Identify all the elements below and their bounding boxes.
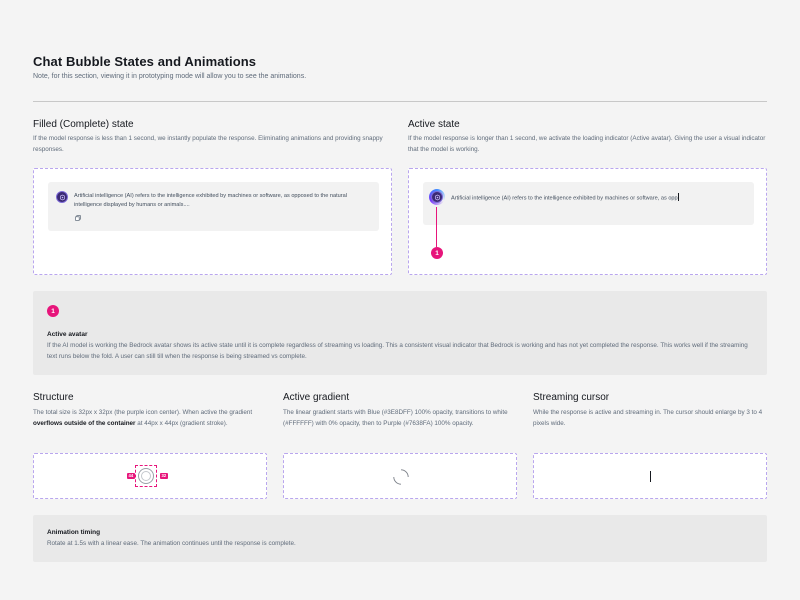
timing-text: Rotate at 1.5s with a linear ease. The animation continues until the response is complete. (47, 540, 296, 547)
chat-bubble-active (423, 182, 754, 225)
page-note: Note, for this section, viewing it in prototyping mode will allow you to see the animations. (33, 73, 307, 80)
annotation-pin: 1 (431, 247, 443, 259)
streaming-frame (533, 453, 767, 499)
page-title: Chat Bubble States and Animations (33, 54, 257, 69)
structure-title: Structure (33, 392, 74, 403)
active-state-frame (408, 168, 767, 275)
structure-frame (33, 453, 267, 499)
active-avatar-callout (33, 291, 767, 375)
callout-text: If the AI model is working the Bedrock avatar shows its active state until it is complete regardless of streaming vs loading. This a consistent visual indicator that Bedrock is working and has not yet completed the response. This works well if the streaming text runs below the fold. A user can still till when the response is being streamed vs complete. (47, 342, 748, 360)
animation-timing-panel (33, 515, 767, 562)
copy-icon[interactable] (75, 215, 81, 223)
chat-bubble-complete (48, 182, 379, 231)
streaming-cursor (650, 471, 651, 482)
structure-description: The total size is 32px x 32px (the purple icon center). When active the gradient overflows outside of the container at 44px x 44px (gradient stroke). (33, 409, 253, 427)
gradient-frame (283, 453, 517, 499)
callout-title: Active avatar (47, 331, 88, 338)
active-state-description: If the model response is longer than 1 second, we activate the loading indicator (Active avatar). Giving the user a visual indicator that the model is working. (408, 135, 766, 153)
streaming-description: While the response is active and streaming in. The cursor should enlarge by 3 to 4 pixels wide. (533, 409, 763, 427)
active-state-title: Active state (408, 119, 460, 130)
gradient-description: The linear gradient starts with Blue (#3E8DFF) 100% opacity, transitions to white (#FFFFFF) with 0% opacity, then to Purple (#7638FA) 100% opacity. (283, 409, 508, 427)
filled-state-title: Filled (Complete) state (33, 119, 134, 130)
size-tag-inner: 32 (161, 473, 167, 478)
streaming-cursor (678, 193, 679, 201)
filled-state-frame (33, 168, 392, 275)
gradient-title: Active gradient (283, 392, 350, 403)
gradient-spinner (392, 468, 410, 486)
bedrock-avatar-icon (431, 191, 443, 203)
annotation-pin: 1 (47, 305, 59, 317)
bubble-streaming-text: Artificial intelligence (AI) refers to the intelligence exhibited by machines or software, as opp (451, 193, 746, 203)
bubble-text: Artificial intelligence (AI) refers to the intelligence exhibited by machines or software, as opposed to the natural intelligence displayed by humans or animals.... (74, 193, 347, 208)
icon-center-outline (141, 471, 151, 481)
timing-title: Animation timing (47, 529, 101, 536)
size-tag-outer: 44 (128, 473, 134, 478)
streaming-title: Streaming cursor (533, 392, 610, 403)
section-divider (33, 101, 767, 102)
filled-state-description: If the model response is less than 1 second, we instantly populate the response. Eliminating animations and providing snappy responses. (33, 135, 383, 153)
pin-connector-line (436, 207, 437, 247)
bedrock-avatar-icon (56, 191, 68, 203)
